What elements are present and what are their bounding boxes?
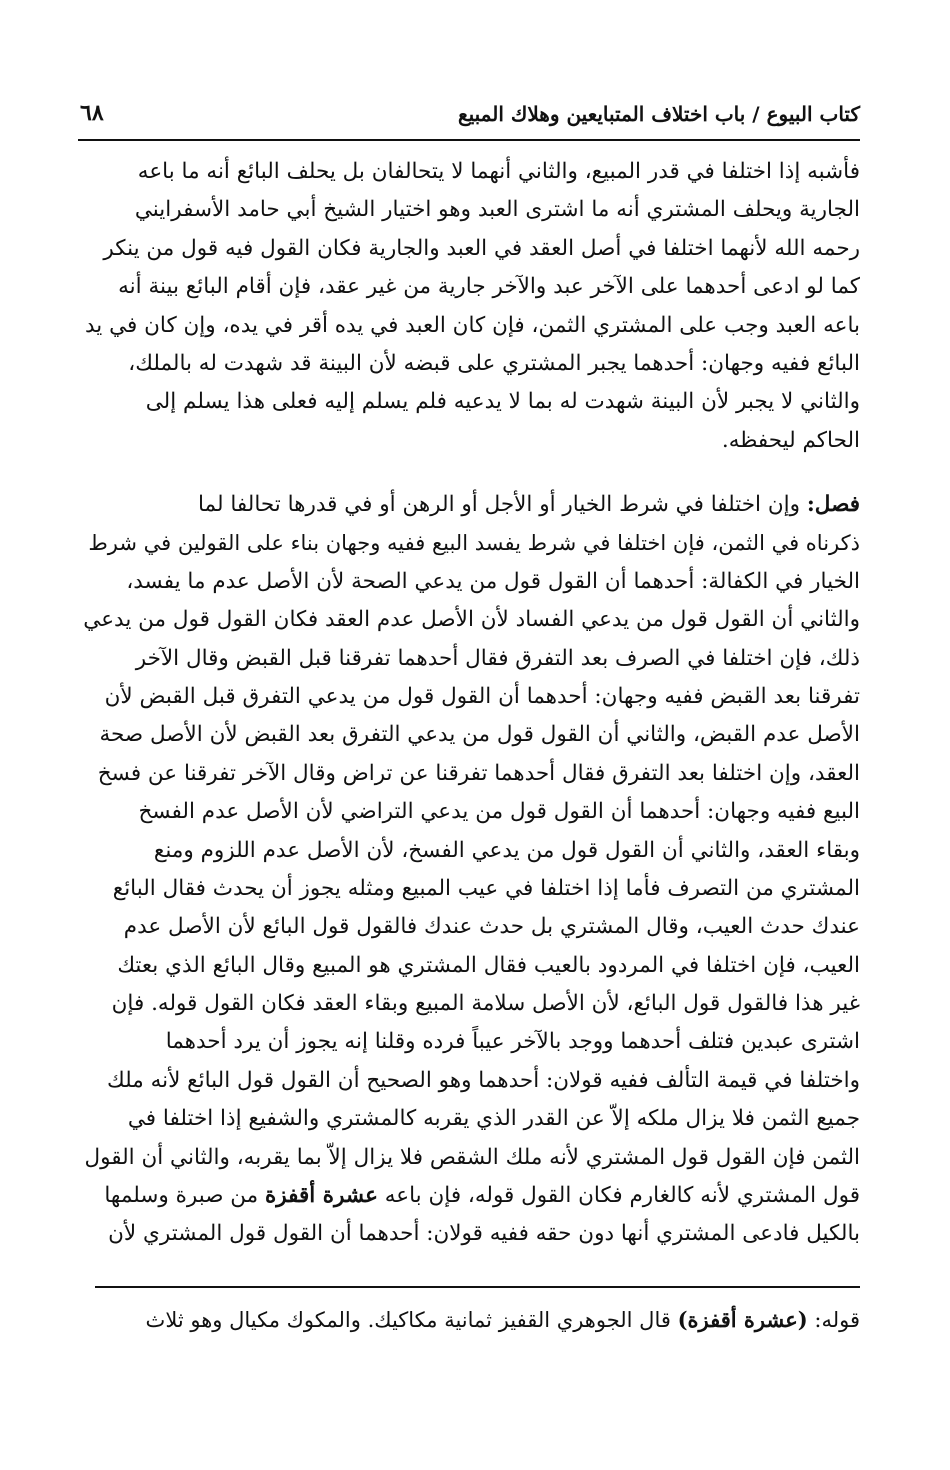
footnote-term: (عشرة أقفزة) xyxy=(677,1307,808,1332)
footnote-text: قال الجوهري القفيز ثمانية مكاكيك. والمكوك مكيال وهو ثلاث xyxy=(145,1308,671,1332)
text-line: ذكرناه في الثمن، فإن اختلفا في شرط يفسد البيع ففيه وجهان بناء على القولين في شرط xyxy=(88,531,860,556)
text-line: الأصل عدم القبض، والثاني أن القول قول من يدعي التفرق بعد القبض لأن الأصل صحة xyxy=(99,722,860,748)
text-line: الثمن فإن القول قول المشتري لأنه ملك الشقص فلا يزال إلاّ بما يقربه، والثاني أن القول xyxy=(84,1144,860,1170)
text-line: عندك حدث العيب، وقال المشتري بل حدث عندك فالقول قول البائع لأن الأصل عدم xyxy=(123,914,860,940)
text-line: فأشبه إذا اختلفا في قدر المبيع، والثاني أنهما لا يتحالفان بل يحلف البائع أنه ما باعه xyxy=(137,159,860,184)
text-line-with-term xyxy=(80,1177,860,1215)
text-line: البيع ففيه وجهان: أحدهما أن القول قول من يدعي التراضي لأن الأصل عدم الفسخ xyxy=(138,799,860,825)
text-line: البائع ففيه وجهان: أحدهما يجبر المشتري على قبضه لأن البينة قد شهدت له بالملك، xyxy=(128,350,860,376)
text-line: اشترى عبدين فتلف أحدهما ووجد بالآخر عيباً فرده وقلنا إنه يجوز أن يرد أحدهما xyxy=(165,1029,860,1055)
text-line: غير هذا فالقول قول البائع، لأن الأصل سلامة المبيع وبقاء العقد فكان القول قوله. فإن xyxy=(111,991,860,1017)
paragraph-2 xyxy=(80,486,860,1254)
text-line: والثاني لا يجبر لأن البينة شهدت له بما لا يدعيه فلم يسلم إليه فعلى هذا يسلم إلى xyxy=(145,389,860,415)
header-divider xyxy=(78,139,860,141)
text-line: الجارية ويحلف المشتري أنه ما اشترى العبد وهو اختيار الشيخ أبي حامد الأسفرايني xyxy=(134,197,860,223)
text-line: الخيار في الكفالة: أحدهما أن القول قول من يدعي الصحة لأن الأصل عدم ما يفسد، xyxy=(126,568,860,594)
text-line: العيب، فإن اختلفا في المردود بالعيب فقال المشتري هو المبيع وقال البائع الذي بعتك xyxy=(117,952,860,978)
text-segment: وإن اختلفا في شرط الخيار أو الأجل أو الرهن أو في قدرها تحالفا لما xyxy=(198,492,800,517)
text-line: تفرقنا بعد القبض ففيه وجهان: أحدهما أن القول قول من يدعي التفرق قبل القبض لأن xyxy=(104,683,860,709)
footnote-prefix: قوله: xyxy=(814,1308,860,1332)
chapter-title: كتاب البيوع / باب اختلاف المتبايعين وهلاك المبيع xyxy=(457,102,860,126)
text-line: المشتري من التصرف فأما إذا اختلفا في عيب المبيع ومثله يجوز أن يحدث فقال البائع xyxy=(112,875,860,901)
section-heading: فصل: xyxy=(806,492,860,517)
text-segment: قول المشتري لأنه كالغارم فكان القول قوله، فإن باعه xyxy=(384,1183,860,1209)
text-line: رحمه الله لأنهما اختلفا في أصل العقد في العبد والجارية فكان القول فيه قول من ينكر xyxy=(103,235,860,261)
text-line: الحاكم ليحفظه. xyxy=(721,427,860,453)
text-line: واختلفا في قيمة التألف ففيه قولان: أحدهما وهو الصحيح أن القول قول البائع لأنه ملك xyxy=(106,1067,860,1093)
bold-term: عشرة أقفزة xyxy=(265,1183,378,1209)
text-line: والثاني أن القول قول من يدعي الفساد لأن الأصل عدم العقد فكان القول قول من يدعي xyxy=(83,607,860,633)
text-line: جميع الثمن فلا يزال ملكه إلاّ عن القدر الذي يقربه كالمشتري والشفيع إذا اختلفا في xyxy=(127,1106,860,1132)
text-line: باعه العبد وجب على المشتري الثمن، فإن كان العبد في يده أقر في يده، وإن كان في يد xyxy=(84,312,860,338)
text-line: ذلك، فإن اختلفا في الصرف بعد التفرق فقال أحدهما تفرقنا قبل القبض وقال الآخر xyxy=(135,645,860,671)
paragraph-1 xyxy=(80,153,860,460)
text-line: العقد، وإن اختلفا بعد التفرق فقال أحدهما تفرقنا عن تراض وقال الآخر تفرقنا عن فسخ xyxy=(97,760,860,786)
text-line: وبقاء العقد، والثاني أن القول قول من يدعي الفسخ، لأن الأصل عدم اللزوم ومنع xyxy=(153,837,860,863)
running-header xyxy=(80,100,860,136)
footnote xyxy=(80,1302,860,1338)
text-line: كما لو ادعى أحدهما على الآخر عبد والآخر جارية من غير عقد، فإن أقام البائع بينة أنه xyxy=(118,274,860,300)
text-line: بالكيل فادعى المشتري أنها دون حقه ففيه قولان: أحدهما أن القول قول المشتري لأن xyxy=(108,1221,860,1247)
page-number: ٦٨ xyxy=(80,100,104,126)
text-line-first xyxy=(80,486,860,524)
text-segment: من صبرة وسلمها xyxy=(104,1183,259,1209)
footnote-divider xyxy=(95,1286,860,1288)
